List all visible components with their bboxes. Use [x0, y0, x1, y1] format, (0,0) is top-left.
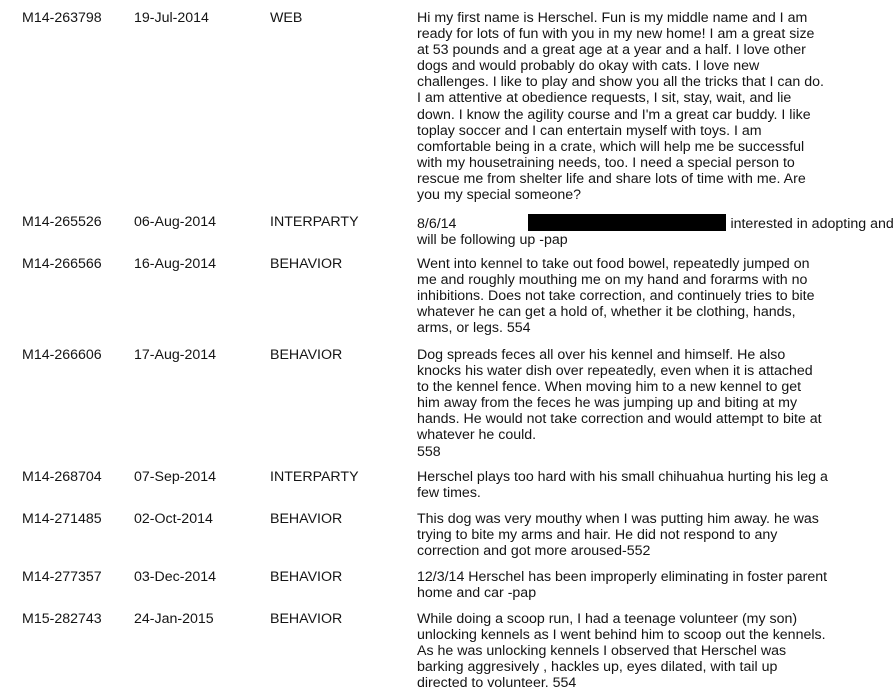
- record-date: 07-Sep-2014: [134, 469, 217, 485]
- record-type: INTERPARTY: [270, 214, 359, 230]
- record-id: M14-266566: [22, 256, 102, 272]
- note-line: This dog was very mouthy when I was putting him away. he was: [417, 511, 819, 527]
- note-line: with my housetraining needs, too. I need a special person to: [417, 154, 795, 171]
- record-date: 03-Dec-2014: [134, 569, 217, 585]
- note-line: few times.: [417, 485, 481, 502]
- record-note: [417, 256, 837, 336]
- note-line: down. I know the agility course and I'm a great car buddy. I like: [417, 106, 811, 123]
- record-type: WEB: [270, 10, 303, 26]
- note-text: interested in adopting and: [730, 216, 894, 232]
- note-line: ready for lots of fun with you in my new home! I am a great size: [417, 26, 815, 43]
- note-line: Dog spreads feces all over his kennel and himself. He also: [417, 347, 786, 363]
- record-type: INTERPARTY: [270, 469, 359, 485]
- record-note: [417, 347, 837, 460]
- note-line: challenges. I like to play and show you all the tricks that I can do.: [417, 74, 824, 91]
- note-line: While doing a scoop run, I had a teenage volunteer (my son): [417, 611, 798, 627]
- note-line: arms, or legs. 554: [417, 320, 531, 337]
- note-line: whatever he could.: [417, 427, 537, 444]
- note-line: [417, 214, 894, 232]
- note-line: unlocking kennels as I went behind him to scoop out the kennels.: [417, 627, 826, 644]
- record-date: 02-Oct-2014: [134, 511, 213, 527]
- note-line: 12/3/14 Herschel has been improperly eliminating in foster parent: [417, 569, 828, 585]
- record-note: [417, 511, 837, 559]
- record-note: [417, 569, 837, 601]
- record-note: [417, 469, 837, 501]
- note-line: at 53 pounds and a great age at a year and a half. I love other: [417, 42, 806, 59]
- record-id: M14-277357: [22, 569, 102, 585]
- record-id: M14-268704: [22, 469, 102, 485]
- note-line: hands. He would not take correction and would attempt to bite at: [417, 411, 822, 428]
- note-line: directed to volunteer. 554: [417, 675, 577, 692]
- record-date: 16-Aug-2014: [134, 256, 217, 272]
- note-line: Hi my first name is Herschel. Fun is my middle name and I am: [417, 10, 808, 26]
- note-line: whatever he can get a hold of, whether it be clothing, hands,: [417, 304, 796, 321]
- record-type: BEHAVIOR: [270, 347, 343, 363]
- record-type: BEHAVIOR: [270, 611, 343, 627]
- record-date: 24-Jan-2015: [134, 611, 214, 627]
- note-line: rescue me from shelter life and share lots of time with me. Are: [417, 170, 806, 187]
- record-id: M14-265526: [22, 214, 102, 230]
- note-line: dogs and would probably do okay with cats. I love new: [417, 58, 760, 75]
- note-line: Herschel plays too hard with his small chihuahua hurting his leg a: [417, 469, 828, 485]
- record-id: M14-263798: [22, 10, 102, 26]
- note-line: knocks his water dish over repeatedly, even when it is attached: [417, 363, 813, 380]
- note-line: you my special someone?: [417, 187, 582, 204]
- note-line: toplay soccer and I can entertain myself with toys. I am: [417, 122, 762, 139]
- record-type: BEHAVIOR: [270, 256, 343, 272]
- note-line: home and car -pap: [417, 585, 537, 602]
- record-id: M14-266606: [22, 347, 102, 363]
- record-date: 19-Jul-2014: [134, 10, 209, 26]
- note-line: him away from the feces he was jumping up and biting at my: [417, 395, 798, 412]
- record-note: [417, 10, 837, 203]
- note-line: me and roughly mouthing me on my hand and forarms with no: [417, 272, 808, 289]
- record-id: M14-271485: [22, 511, 102, 527]
- note-line: I am attentive at obedience requests, I sit, stay, wait, and lie: [417, 90, 792, 107]
- record-id: M15-282743: [22, 611, 102, 627]
- note-line: trying to bite my arms and hair. He did not respond to any: [417, 527, 778, 544]
- record-note: [417, 611, 837, 691]
- record-type: BEHAVIOR: [270, 569, 343, 585]
- note-line: comfortable being in a crate, which will help me be successful: [417, 138, 805, 155]
- note-line: Went into kennel to take out food bowel, repeatedly jumped on: [417, 256, 810, 272]
- note-date: 8/6/14: [417, 216, 457, 232]
- note-line: barking aggresively , hackles up, eyes dilated, with tail up: [417, 659, 778, 676]
- record-note: [417, 214, 894, 249]
- note-line: As he was unlocking kennels I observed that Herschel was: [417, 643, 787, 660]
- record-type: BEHAVIOR: [270, 511, 343, 527]
- redaction-bar: [528, 214, 726, 231]
- note-line: to the kennel fence. When moving him to a new kennel to get: [417, 379, 802, 396]
- record-date: 17-Aug-2014: [134, 347, 217, 363]
- note-line: will be following up -pap: [417, 232, 568, 249]
- note-line: correction and got more aroused-552: [417, 543, 651, 560]
- record-date: 06-Aug-2014: [134, 214, 217, 230]
- note-line: 558: [417, 443, 441, 460]
- note-line: inhibitions. Does not take correction, and continuely tries to bite: [417, 288, 815, 305]
